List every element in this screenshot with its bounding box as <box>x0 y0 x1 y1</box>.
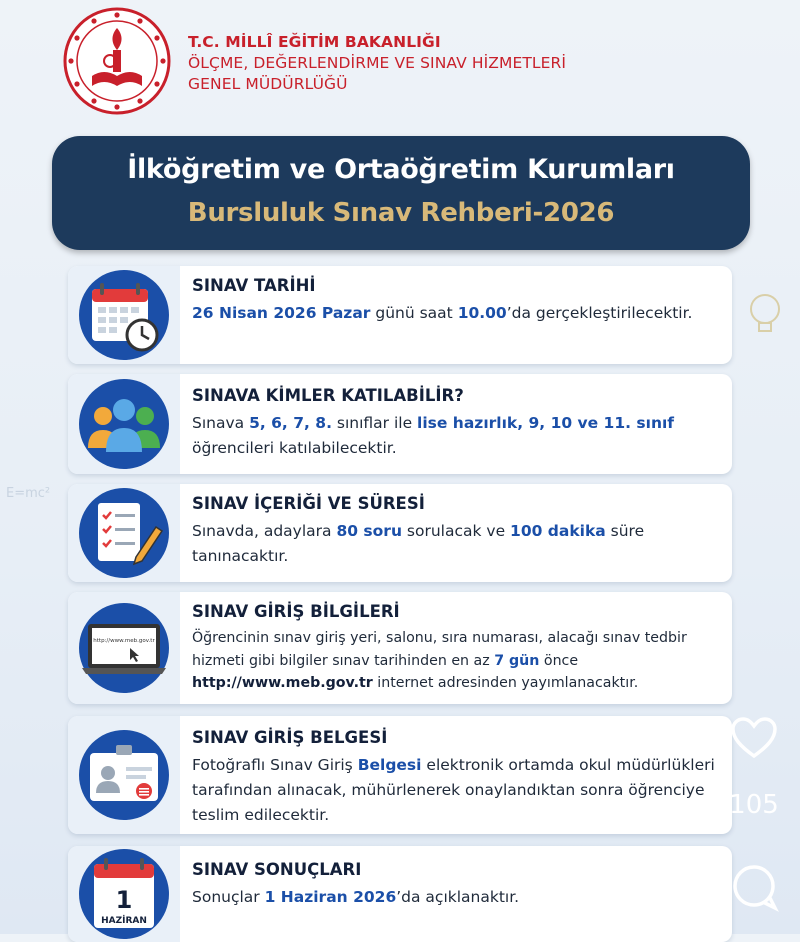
comment-button[interactable] <box>728 862 780 916</box>
section-content-duration <box>68 484 732 582</box>
text-fragment: Sonuçlar <box>192 888 265 906</box>
text-fragment: ’da açıklanaktır. <box>396 888 520 906</box>
text-fragment: Fotoğraflı Sınav Giriş <box>192 756 358 774</box>
id-card-icon <box>78 729 170 821</box>
results-text <box>192 885 718 910</box>
section-entry-document <box>68 716 732 834</box>
section-eligibility <box>68 374 732 474</box>
results-title: SINAV SONUÇLARI <box>192 860 362 879</box>
exam-date-text <box>192 301 718 326</box>
banner-subtitle: Bursluluk Sınav Rehberi-2026 <box>187 198 615 228</box>
laptop-screen-url: http://www.meb.gov.tr <box>93 638 155 644</box>
calendar-day: 1 <box>115 886 133 914</box>
document-word: Belgesi <box>357 756 422 774</box>
meb-logo <box>62 6 172 116</box>
eligibility-title: SINAVA KİMLER KATILABİLİR? <box>192 386 464 405</box>
meb-website-link: http://www.meb.gov.tr <box>192 675 373 691</box>
header <box>62 6 742 116</box>
question-count-value: 80 soru <box>336 522 402 540</box>
background-formula: E=mc² <box>6 486 51 501</box>
entry-info-text <box>192 627 718 695</box>
org-name-line2: ÖLÇME, DEĞERLENDİRME VE SINAV HİZMETLERİ <box>188 54 567 72</box>
like-button[interactable] <box>728 716 780 764</box>
text-fragment: süre tanınacaktır. <box>192 522 645 565</box>
text-fragment: Öğrencinin sınav giriş yeri, salonu, sıra numarası, alacağı sınav tedbir hizmeti gibi bilgiler sınav tarihinden en az <box>192 630 687 669</box>
text-fragment: elektronik ortamda okul müdürlükleri tarafından alınacak, mühürlenerek onaylandıktan sonra öğrenciye teslim edilecektir. <box>192 756 715 824</box>
exam-date-title: SINAV TARİHİ <box>192 276 316 295</box>
calendar-date-icon <box>78 848 170 940</box>
calendar-month: HAZİRAN <box>101 916 147 926</box>
text-fragment: ’da gerçekleştirilecektir. <box>506 304 693 322</box>
entry-document-title: SINAV GİRİŞ BELGESİ <box>192 728 388 747</box>
high-school-grades-value: lise hazırlık, 9, 10 ve 11. sınıf <box>417 414 675 432</box>
title-banner <box>52 136 750 250</box>
org-name-line1: T.C. MİLLÎ EĞİTİM BAKANLIĞI <box>188 33 441 51</box>
exam-time-value: 10.00 <box>457 304 507 322</box>
text-fragment: önce <box>539 652 579 669</box>
exam-date-value: 26 Nisan 2026 Pazar <box>192 304 371 322</box>
text-fragment: internet adresinden yayımlanacaktır. <box>372 675 639 691</box>
days-value: 7 gün <box>494 652 540 669</box>
results-date-value: 1 Haziran 2026 <box>264 888 397 906</box>
people-group-icon <box>78 378 170 470</box>
grades-value: 5, 6, 7, 8. <box>249 414 332 432</box>
comment-icon <box>729 862 779 912</box>
text-fragment: sınıflar ile <box>331 414 418 432</box>
eligibility-text <box>192 411 718 461</box>
laptop-website-icon <box>78 602 170 694</box>
content-text <box>192 519 718 569</box>
text-fragment: sorulacak ve <box>401 522 511 540</box>
banner-title: İlköğretim ve Ortaöğretim Kurumları <box>127 154 675 185</box>
content-title: SINAV İÇERİĞİ VE SÜRESİ <box>192 494 425 513</box>
heart-icon <box>730 716 778 760</box>
section-exam-date <box>68 266 732 364</box>
section-entry-info <box>68 592 732 704</box>
duration-value: 100 dakika <box>510 522 606 540</box>
text-fragment: Sınava <box>192 414 250 432</box>
entry-info-title: SINAV GİRİŞ BİLGİLERİ <box>192 602 400 621</box>
entry-document-text <box>192 753 718 828</box>
background-lightbulb-decoration <box>735 285 795 345</box>
text-fragment: Sınavda, adaylara <box>192 522 337 540</box>
calendar-clock-icon <box>78 269 170 361</box>
checklist-pencil-icon <box>78 487 170 579</box>
text-fragment: öğrencileri katılabilecektir. <box>192 439 397 457</box>
text-fragment: günü saat <box>370 304 458 322</box>
section-results <box>68 846 732 942</box>
like-count: 105 <box>729 790 779 820</box>
org-name-line3: GENEL MÜDÜRLÜĞÜ <box>188 75 348 93</box>
